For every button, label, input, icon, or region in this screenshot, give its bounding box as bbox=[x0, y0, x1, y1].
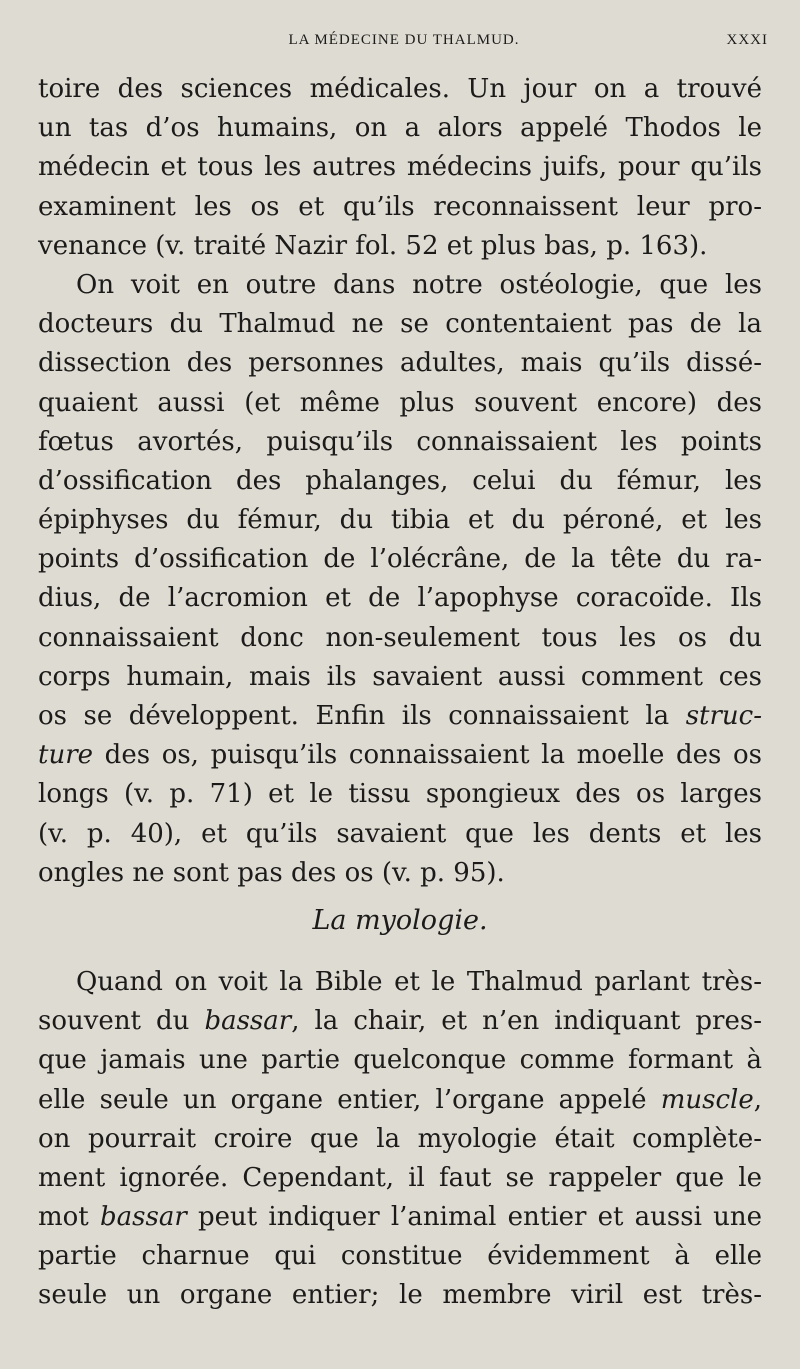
text-line: seule un organe entier; le membre viril est très- bbox=[38, 1280, 762, 1311]
text-run: , la chair, et n’en indiquant pres- bbox=[291, 1006, 762, 1037]
text-run: des os, puisqu’ils connaissaient la moelle des os bbox=[104, 740, 762, 771]
text-line bbox=[38, 1081, 762, 1120]
text-line: que jamais une partie quelconque comme formant à bbox=[38, 1045, 762, 1076]
page-number: XXXI bbox=[726, 32, 768, 48]
text-line: dius, de l’acromion et de l’apophyse coracoïde. Ils bbox=[38, 583, 762, 614]
text-line: connaissaient donc non-seulement tous les os du bbox=[38, 622, 762, 653]
text-line: d’ossification des phalanges, celui du fémur, les bbox=[38, 465, 762, 496]
text-line: corps humain, mais ils savaient aussi comment ces bbox=[38, 661, 762, 692]
section-heading: La myologie. bbox=[312, 904, 488, 936]
text-line: toire des sciences médicales. Un jour on a trouvé bbox=[38, 74, 762, 104]
text-line: venance (v. traité Nazir fol. 52 et plus bas, p. 163). bbox=[38, 230, 708, 261]
italic-word: muscle bbox=[660, 1084, 754, 1115]
text-line: longs (v. p. 71) et le tissu spongieux des os larges bbox=[38, 779, 762, 810]
text-line: médecin et tous les autres médecins juifs, pour qu’ils bbox=[38, 152, 762, 183]
text-line bbox=[38, 697, 762, 736]
text-line: On voit en outre dans notre ostéologie, que les bbox=[76, 269, 762, 300]
text-line: quaient aussi (et même plus souvent encore) des bbox=[38, 387, 762, 418]
text-run: , bbox=[753, 1084, 762, 1115]
text-line: docteurs du Thalmud ne se contentaient pas de la bbox=[38, 309, 762, 340]
text-run: elle seule un organe entier, l’organe appelé bbox=[38, 1084, 661, 1115]
text-line: épiphyses du fémur, du tibia et du péroné, et les bbox=[38, 505, 762, 536]
text-line: partie charnue qui constitue évidemment à elle bbox=[38, 1241, 762, 1272]
text-line: examinent les os et qu’ils reconnaissent leur pro- bbox=[38, 191, 762, 222]
text-run: os se développent. Enfin ils connaissaient la bbox=[38, 701, 686, 731]
text-line: ment ignorée. Cependant, il faut se rappeler que le bbox=[38, 1162, 762, 1193]
text-line bbox=[38, 736, 762, 775]
text-line bbox=[38, 1002, 762, 1041]
text-line: ongles ne sont pas des os (v. p. 95). bbox=[38, 857, 505, 888]
page-header bbox=[40, 26, 768, 64]
text-line: points d’ossification de l’olécrâne, de la tête du ra- bbox=[38, 544, 762, 575]
italic-word: bassar bbox=[99, 1202, 187, 1233]
text-line: (v. p. 40), et qu’ils savaient que les dents et les bbox=[38, 818, 762, 849]
text-line: on pourrait croire que la myologie était complète- bbox=[38, 1123, 762, 1154]
text-line: dissection des personnes adultes, mais qu’ils dissé- bbox=[38, 348, 762, 379]
text-line: fœtus avortés, puisqu’ils connaissaient les points bbox=[38, 426, 762, 457]
spacer bbox=[38, 949, 762, 963]
running-title: LA MÉDECINE DU THALMUD. bbox=[288, 32, 520, 48]
text-line: Quand on voit la Bible et le Thalmud parlant très- bbox=[76, 966, 762, 997]
text-line bbox=[38, 1198, 762, 1237]
italic-word: bassar bbox=[204, 1006, 292, 1037]
italic-word: ture bbox=[38, 740, 94, 771]
italic-word: struc- bbox=[685, 701, 762, 731]
text-run: souvent du bbox=[38, 1006, 205, 1037]
body-text bbox=[38, 70, 762, 1316]
text-run: mot bbox=[38, 1202, 100, 1233]
text-line: un tas d’os humains, on a alors appelé Thodos le bbox=[38, 113, 762, 144]
text-run: peut indiquer l’animal entier et aussi une bbox=[186, 1202, 762, 1233]
